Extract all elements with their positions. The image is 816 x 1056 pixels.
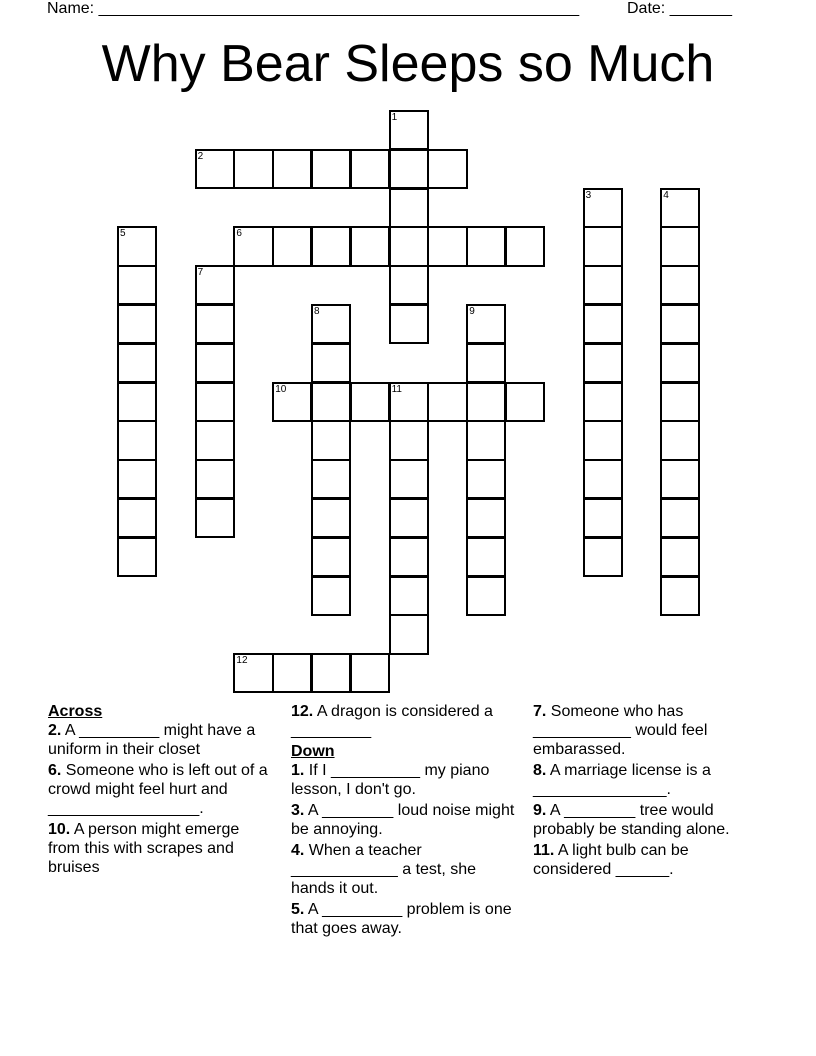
crossword-cell[interactable]: [195, 382, 235, 422]
crossword-cell[interactable]: [350, 653, 390, 693]
crossword-cell[interactable]: [117, 226, 157, 266]
name-field-label[interactable]: Name: ______________________________________________________: [47, 0, 580, 17]
crossword-cell[interactable]: [311, 420, 351, 460]
clues-column-1: [48, 702, 272, 879]
crossword-cell[interactable]: [583, 420, 623, 460]
crossword-cell[interactable]: [117, 265, 157, 305]
clue-number: 8.: [533, 762, 547, 779]
crossword-cell[interactable]: [311, 459, 351, 499]
clue-down-9: [533, 801, 757, 839]
header: [0, 0, 816, 20]
clues-column-3: [533, 702, 757, 881]
clue-number: 10.: [48, 821, 71, 838]
crossword-cell[interactable]: [427, 149, 467, 189]
crossword-cell[interactable]: [660, 459, 700, 499]
crossword-cell[interactable]: [427, 382, 467, 422]
crossword-cell[interactable]: [583, 459, 623, 499]
crossword-cell[interactable]: [583, 188, 623, 228]
cell-number: 5: [120, 228, 126, 240]
crossword-cell[interactable]: [311, 149, 351, 189]
clue-number: 2.: [48, 722, 62, 739]
crossword-cell[interactable]: [117, 537, 157, 577]
crossword-cell[interactable]: [195, 265, 235, 305]
cell-number: 7: [197, 267, 204, 279]
cell-number: 12: [236, 655, 248, 667]
crossword-cell[interactable]: [466, 420, 506, 460]
across-heading: Across: [48, 703, 103, 720]
crossword-cell[interactable]: [660, 188, 700, 228]
clue-across-12: [291, 702, 515, 740]
clue-text: If I __________ my piano lesson, I don't go.: [291, 762, 490, 798]
crossword-cell[interactable]: [389, 110, 429, 150]
crossword-cell[interactable]: [272, 149, 312, 189]
crossword-cell[interactable]: [272, 382, 312, 422]
crossword-cell[interactable]: [311, 537, 351, 577]
clue-number: 3.: [291, 802, 305, 819]
crossword-cell[interactable]: [583, 382, 623, 422]
clue-number: 7.: [533, 703, 547, 720]
crossword-cell[interactable]: [117, 343, 157, 383]
crossword-cell[interactable]: [117, 459, 157, 499]
crossword-cell[interactable]: [660, 576, 700, 616]
clue-number: 4.: [291, 842, 305, 859]
crossword-cell[interactable]: [311, 304, 351, 344]
crossword-cell[interactable]: [117, 304, 157, 344]
crossword-cell[interactable]: [117, 498, 157, 538]
crossword-cell[interactable]: [195, 149, 235, 189]
crossword-cell[interactable]: [660, 420, 700, 460]
clue-text: A light bulb can be considered ______.: [533, 842, 689, 878]
clue-down-11: [533, 841, 757, 879]
clue-text: A _________ might have a uniform in their closet: [48, 722, 256, 758]
puzzle-title: Why Bear Sleeps so Much: [101, 35, 715, 93]
clue-number: 6.: [48, 762, 62, 779]
down-heading: Down: [291, 743, 335, 760]
crossword-cell[interactable]: [466, 576, 506, 616]
crossword-cell[interactable]: [195, 343, 235, 383]
cell-number: 10: [275, 383, 287, 395]
clue-text: A ________ loud noise might be annoying.: [291, 802, 515, 838]
clue-text: Someone who is left out of a crowd might feel hurt and _________________.: [48, 762, 268, 817]
crossword-cell[interactable]: [466, 459, 506, 499]
crossword-cell[interactable]: [311, 343, 351, 383]
crossword-cell[interactable]: [117, 420, 157, 460]
cell-number: 1: [391, 112, 398, 123]
clue-text: A dragon is considered a _________: [291, 703, 493, 739]
clue-number: 5.: [291, 901, 305, 918]
clue-number: 12.: [291, 703, 314, 720]
crossword-cell[interactable]: [389, 498, 429, 538]
crossword-cell[interactable]: [350, 382, 390, 422]
clue-number: 1.: [291, 762, 305, 779]
crossword-cell[interactable]: [350, 149, 390, 189]
crossword-cell[interactable]: [195, 420, 235, 460]
cell-number: 11: [391, 383, 402, 395]
crossword-cell[interactable]: [583, 498, 623, 538]
crossword-cell[interactable]: [233, 653, 273, 693]
crossword-cell[interactable]: [350, 226, 390, 266]
clue-text: A _________ problem is one that goes away.: [291, 901, 512, 937]
crossword-cell[interactable]: [660, 265, 700, 305]
clue-number: 11.: [533, 842, 555, 859]
crossword-cell[interactable]: [389, 149, 429, 189]
clues-column-2: [291, 702, 515, 940]
clue-down-3: [291, 801, 515, 839]
cell-number: 9: [469, 306, 475, 317]
clue-down-1: [291, 761, 515, 799]
crossword-cell[interactable]: [117, 382, 157, 422]
crossword-cell[interactable]: [583, 537, 623, 577]
crossword-cell[interactable]: [389, 265, 429, 305]
clue-down-5: [291, 900, 515, 938]
crossword-cell[interactable]: [466, 382, 506, 422]
crossword-cell[interactable]: [583, 304, 623, 344]
clue-number: 9.: [533, 802, 547, 819]
crossword-cell[interactable]: [311, 226, 351, 266]
crossword-cell[interactable]: [272, 226, 312, 266]
crossword-cell[interactable]: [466, 304, 506, 344]
crossword-cell[interactable]: [389, 614, 429, 654]
clue-down-4: [291, 841, 515, 898]
crossword-cell[interactable]: [466, 498, 506, 538]
crossword-cell[interactable]: [583, 226, 623, 266]
clue-text: When a teacher ____________ a test, she hands it out.: [291, 842, 477, 897]
clue-text: A person might emerge from this with scrapes and bruises: [48, 821, 240, 876]
cell-number: 8: [314, 306, 320, 317]
crossword-cell[interactable]: [427, 226, 467, 266]
crossword-cell[interactable]: [233, 149, 273, 189]
crossword-cell[interactable]: [389, 226, 429, 266]
crossword-cell[interactable]: [389, 420, 429, 460]
cell-number: 4: [663, 189, 669, 201]
crossword-cell[interactable]: [389, 304, 429, 344]
crossword-cell[interactable]: [195, 498, 235, 538]
clue-across-10: [48, 820, 272, 877]
crossword-cell[interactable]: [466, 226, 506, 266]
crossword-cell[interactable]: [660, 343, 700, 383]
crossword-cell[interactable]: [389, 576, 429, 616]
crossword-cell[interactable]: [389, 537, 429, 577]
clue-text: A ________ tree would probably be standing alone.: [533, 802, 730, 838]
crossword-cell[interactable]: [466, 537, 506, 577]
crossword-cell[interactable]: [311, 576, 351, 616]
crossword-cell[interactable]: [660, 498, 700, 538]
crossword-cell[interactable]: [311, 382, 351, 422]
crossword-cell[interactable]: [195, 459, 235, 499]
crossword-cell[interactable]: [583, 343, 623, 383]
clue-text: A marriage license is a _______________.: [533, 762, 711, 798]
clue-down-7: [533, 702, 757, 759]
crossword-cell[interactable]: [311, 653, 351, 693]
crossword-cell[interactable]: [660, 226, 700, 266]
clue-text: Someone who has ___________ would feel embarassed.: [533, 703, 708, 758]
crossword-cell[interactable]: [660, 537, 700, 577]
crossword-cell[interactable]: [195, 304, 235, 344]
crossword-cell[interactable]: [505, 226, 545, 266]
crossword-cell[interactable]: [389, 459, 429, 499]
cell-number: 3: [585, 189, 592, 201]
crossword-cell[interactable]: [583, 265, 623, 305]
crossword-cell[interactable]: [389, 188, 429, 228]
clue-across-6: [48, 761, 272, 818]
crossword-cell[interactable]: [311, 498, 351, 538]
crossword-cell[interactable]: [660, 304, 700, 344]
cell-number: 2: [197, 150, 204, 162]
crossword-cell[interactable]: [272, 653, 312, 693]
date-field-label[interactable]: Date: _______: [627, 0, 732, 17]
clue-across-2: [48, 721, 272, 759]
clue-down-8: [533, 761, 757, 799]
cell-number: 6: [236, 228, 242, 240]
crossword-cell[interactable]: [389, 382, 429, 422]
crossword-cell[interactable]: [466, 343, 506, 383]
crossword-cell[interactable]: [233, 226, 273, 266]
crossword-cell[interactable]: [660, 382, 700, 422]
crossword-cell[interactable]: [505, 382, 545, 422]
